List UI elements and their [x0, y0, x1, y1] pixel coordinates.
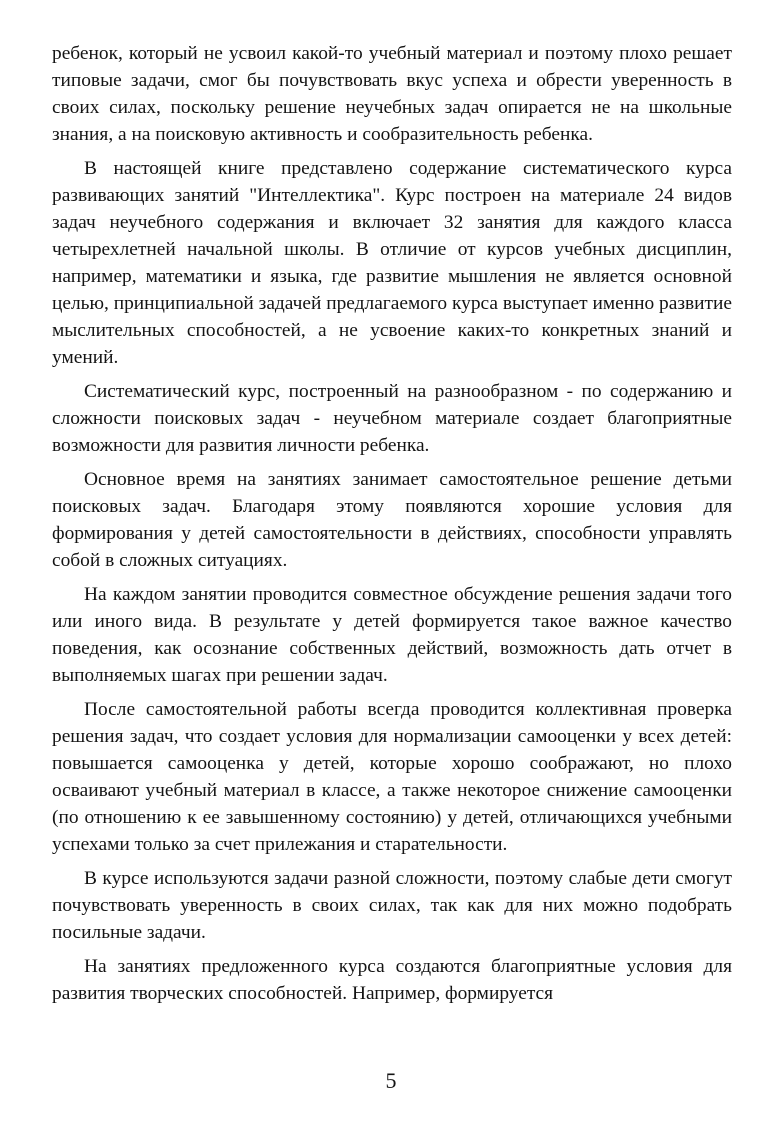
page-number: 5 — [385, 1068, 397, 1093]
paragraph-5: На каждом занятии проводится совместное обсуждение решения задачи того или иного вида. В результате у детей формируется такое важное качество поведения, как осознание собственных действий, возможность дать отчет в выполняемых шагах при решении задач. — [52, 584, 732, 686]
paragraph-6: После самостоятельной работы всегда проводится коллективная проверка решения задач, что создает условия для нормализации самооценки у всех детей: повышается самооценка у детей, которые хорошо соображают, но плохо осваивают учебный материал в классе, а также некоторое снижение самооценки (по отношению к ее завышенному состоянию) у детей, отличающихся учебными успехами только за счет прилежания и старательности. — [52, 699, 732, 855]
paragraph-1: ребенок, который не усвоил какой-то учебный материал и поэтому плохо решает типовые задачи, смог бы почувствовать вкус успеха и обрести уверенность в своих силах, поскольку решение неучебных задач опирается не на школьные знания, а на поисковую активность и сообразительность ребенка. — [52, 43, 732, 145]
paragraph-2: В настоящей книге представлено содержание систематического курса развивающих занятий "Интеллектика". Курс построен на материале 24 видов задач неучебного содержания и включает 32 занятия для каждого класса четырехлетней начальной школы. В отличие от курсов учебных дисциплин, например, математики и языка, где развитие мышления не является основной целью, принципиальной задачей предлагаемого курса выступает именно развитие мыслительных способностей, а не усвоение каких-то конкретных знаний и умений. — [52, 158, 732, 368]
paragraph-7: В курсе используются задачи разной сложности, поэтому слабые дети смогут почувствовать уверенность в своих силах, так как для них можно подобрать посильные задачи. — [52, 868, 732, 943]
paragraph-4: Основное время на занятиях занимает самостоятельное решение детьми поисковых задач. Благодаря этому появляются хорошие условия для формирования у детей самостоятельности в действиях, способности управлять собой в сложных ситуациях. — [52, 469, 732, 571]
paragraph-3: Систематический курс, построенный на разнообразном - по содержанию и сложности поисковых задач - неучебном материале создает благоприятные возможности для развития личности ребенка. — [52, 381, 732, 456]
paragraph-8: На занятиях предложенного курса создаются благоприятные условия для развития творческих способностей. Например, формируется — [52, 956, 732, 1004]
page-body — [52, 40, 732, 1014]
